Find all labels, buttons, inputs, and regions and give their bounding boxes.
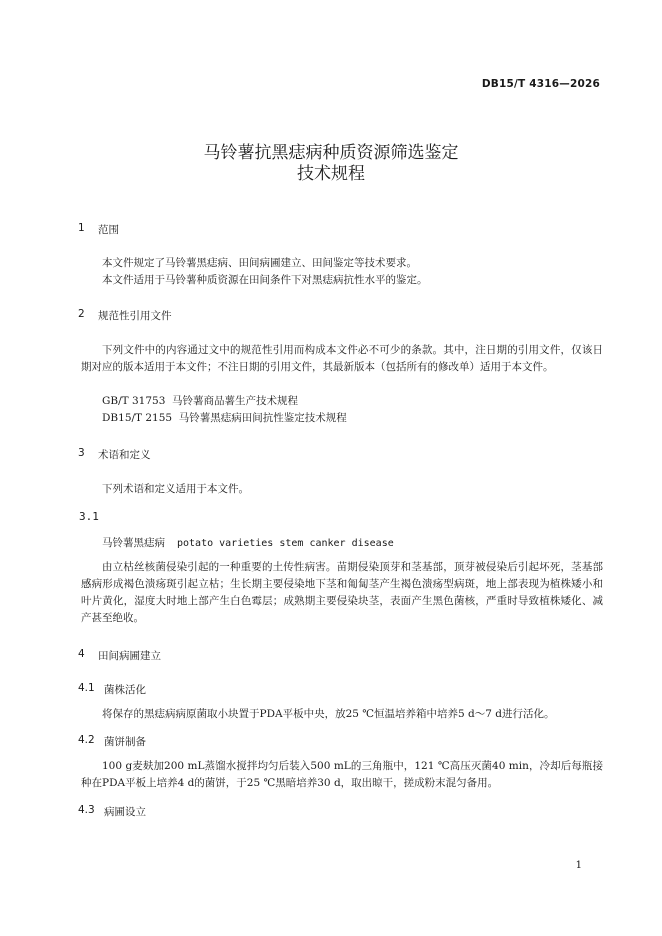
term-definition: 由立枯丝核菌侵染引起的一种重要的土传性病害。苗期侵染顶芽和茎基部，顶芽被侵染后引起坏死，茎基部感病形成褐色溃疡斑引起立枯；生长期主要侵染地下茎和匍匐茎产生褐色溃疡型病斑，地上部表现为植株矮小和叶片黄化，湿度大时地上部产生白色霉层；成熟期主要侵染块茎，表面产生黑色菌核，严重时导致植株矮化、减产甚至绝收。 — [81, 561, 603, 624]
subsection-title: 菌株活化 — [104, 684, 146, 696]
subsection-number: 4.3 — [78, 804, 95, 816]
paragraph: 将保存的黑痣病病原菌取小块置于PDA平板中央，放25 ℃恒温培养箱中培养5 d～7 d进行活化。 — [102, 708, 555, 720]
section-title: 规范性引用文件 — [98, 310, 172, 322]
paragraph: 下列文件中的内容通过文中的规范性引用而构成本文件必不可少的条款。其中，注日期的引用文件，仅该日期对应的版本适用于本文件；不注日期的引用文件，其最新版本（包括所有的修改单）适用于本文件。 — [81, 344, 603, 373]
paragraph: 本文件规定了马铃薯黑痣病、田间病圃建立、田间鉴定等技术要求。 — [102, 257, 417, 269]
section-2-heading — [78, 308, 172, 323]
section-title: 范围 — [98, 224, 119, 236]
subsection-title: 菌饼制备 — [104, 736, 146, 748]
section-number: 4 — [78, 648, 85, 660]
section-title: 田间病圃建立 — [98, 650, 161, 662]
section-3-heading — [78, 447, 151, 462]
term-chinese: 马铃薯黑痣病 — [102, 537, 165, 549]
reference-item: DB15/T 2155 马铃薯黑痣病田间抗性鉴定技术规程 — [102, 412, 347, 424]
document-subtitle: 技术规程 — [297, 164, 365, 184]
reference-item: GB/T 31753 马铃薯商品薯生产技术规程 — [102, 395, 299, 407]
section-1-heading — [78, 222, 119, 237]
page-number: 1 — [575, 860, 582, 871]
term-english: potato varieties stem canker disease — [177, 538, 394, 549]
subsection-title: 病圃设立 — [104, 806, 146, 818]
paragraph: 下列术语和定义适用于本文件。 — [102, 483, 249, 495]
subsection-4-1-heading — [78, 682, 146, 697]
section-number: 3 — [78, 447, 85, 459]
paragraph: 100 g麦麸加200 mL蒸馏水搅拌均匀后装入500 mL的三角瓶中，121 ℃高压灭菌40 min，冷却后每瓶接种在PDA平板上培养4 d的菌饼，于25 ℃黑暗培养30 d，取出晾干，搓成粉末混匀备用。 — [81, 760, 603, 789]
section-number: 1 — [78, 222, 85, 234]
paragraph: 本文件适用于马铃薯种质资源在田间条件下对黑痣病抗性水平的鉴定。 — [102, 274, 428, 286]
section-number: 2 — [78, 308, 85, 320]
section-title: 术语和定义 — [98, 449, 151, 461]
term-entry — [102, 535, 394, 550]
subsection-number: 4.1 — [78, 682, 95, 694]
standard-code: DB15/T 4316—2026 — [481, 78, 600, 90]
term-number: 3.1 — [79, 510, 99, 523]
subsection-4-3-heading — [78, 804, 146, 819]
section-4-heading — [78, 648, 161, 663]
subsection-number: 4.2 — [78, 734, 95, 746]
document-title: 马铃薯抗黑痣病种质资源筛选鉴定 — [203, 143, 459, 163]
subsection-4-2-heading — [78, 734, 146, 749]
